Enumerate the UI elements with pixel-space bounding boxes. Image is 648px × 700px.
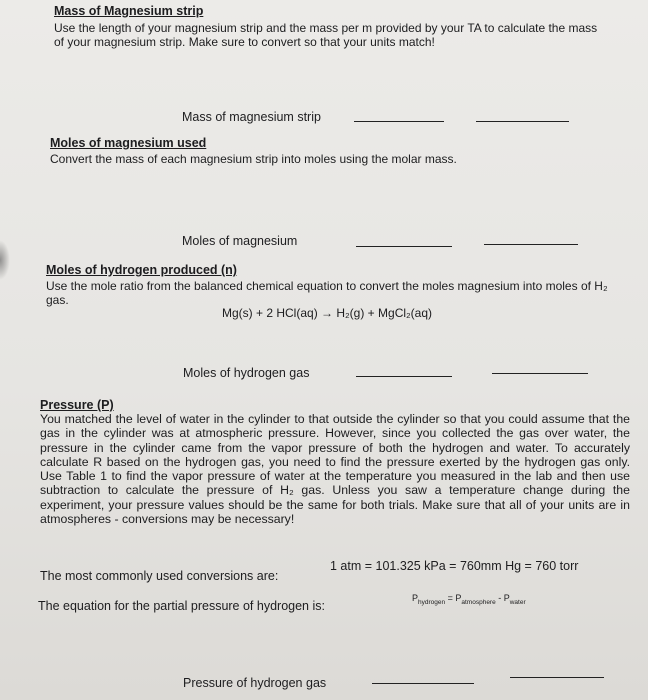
atmosphere-subscript: atmosphere	[461, 598, 496, 606]
p-symbol: P	[412, 593, 419, 603]
conversions-values: 1 atm = 101.325 kPa = 760mm Hg = 760 torr	[330, 559, 579, 573]
partial-pressure-label: The equation for the partial pressure of hydrogen is:	[38, 599, 325, 613]
answer-blank-trial-1[interactable]	[356, 376, 452, 377]
section-title: Moles of hydrogen produced (n)	[46, 263, 237, 277]
section-mass-of-magnesium	[54, 4, 599, 49]
page-edge-shadow	[0, 240, 10, 280]
answer-blank-trial-2[interactable]	[476, 121, 569, 122]
section-moles-of-magnesium	[50, 136, 595, 166]
equals-p: = P	[445, 593, 462, 603]
balanced-equation: Mg(s) + 2 HCl(aq) → H₂(g) + MgCl₂(aq)	[222, 306, 433, 320]
section-instructions: Use the length of your magnesium strip and the mass per m provided by your TA to calculate the mass of your magnesium strip. Make sure to convert so that your units match!	[54, 21, 598, 49]
answer-blank-trial-1[interactable]	[372, 683, 474, 684]
bleed-through-text	[52, 336, 56, 351]
section-instructions: Use the mole ratio from the balanced chemical equation to convert the moles magnesium into moles of H₂ gas.	[46, 279, 608, 307]
mass-of-magnesium-label: Mass of magnesium strip	[182, 110, 321, 124]
answer-blank-trial-2[interactable]	[484, 244, 578, 245]
answer-blank-trial-1[interactable]	[356, 246, 452, 247]
conversions-label: The most commonly used conversions are:	[40, 569, 279, 583]
section-pressure	[40, 398, 630, 526]
hydrogen-subscript: hydrogen	[418, 598, 446, 606]
partial-pressure-equation	[412, 593, 526, 606]
moles-of-magnesium-label: Moles of magnesium	[182, 234, 298, 248]
section-instructions: Convert the mass of each magnesium strip into moles using the molar mass.	[50, 152, 457, 166]
moles-of-hydrogen-label: Moles of hydrogen gas	[183, 366, 310, 380]
pressure-of-hydrogen-label: Pressure of hydrogen gas	[183, 676, 327, 690]
water-subscript: water	[509, 598, 526, 606]
section-title: Moles of magnesium used	[50, 136, 207, 150]
section-instructions: You matched the level of water in the cylinder to that outside the cylinder so that you could assume that the gas in the cylinder was at atmospheric pressure. However, since you collected the gas over water, the pressure in the cylinder came from the vapor pressure of both the hydrogen and water. To accurately calculate R based on the hydrogen gas, you need to find the pressure exerted by the hydrogen gas only. Use Table 1 to find the vapor pressure of water at the temperature you measured in the lab and then use subtraction to calculate the pressure of H₂ gas. Unless you saw a temperature change during the experiment, your pressure values should be the same for both trials. Make sure that all of your units are in atmospheres - conversions may be necessary!	[40, 412, 630, 527]
answer-blank-trial-2[interactable]	[492, 373, 588, 374]
section-title: Pressure (P)	[40, 398, 114, 412]
minus-p: - P	[495, 593, 510, 603]
section-moles-of-hydrogen	[46, 263, 621, 307]
section-title: Mass of Magnesium strip	[54, 4, 204, 18]
answer-blank-trial-1[interactable]	[354, 121, 444, 122]
answer-blank-trial-2[interactable]	[510, 677, 604, 678]
